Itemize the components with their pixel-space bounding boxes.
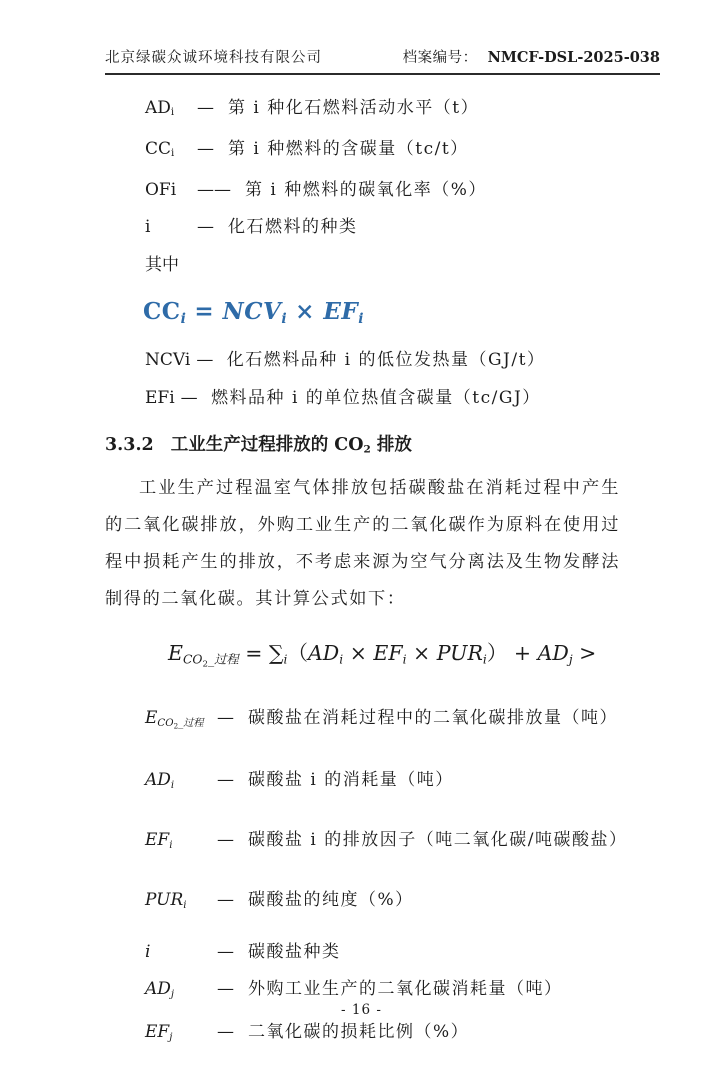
ncv-definitions: [145, 341, 660, 417]
definition-row: [145, 1018, 660, 1052]
doc-number-label: 档案编号：: [402, 50, 478, 66]
definition-row: [145, 209, 660, 246]
definition-desc: 碳酸盐 i 的消耗量（吨）: [248, 770, 454, 791]
definition-desc: 外购工业生产的二氧化碳消耗量（吨）: [248, 978, 563, 999]
definition-symbol: EFi: [145, 830, 173, 852]
company-name: 北京绿碳众诚环境科技有限公司: [105, 50, 322, 66]
definition-symbol: ADi: [145, 770, 175, 792]
definition-dash: —: [217, 978, 234, 999]
definition-dash: —: [197, 139, 214, 160]
definition-symbol: i: [145, 217, 151, 238]
definition-desc: 二氧化碳的损耗比例（%）: [248, 1021, 470, 1042]
section-title: 工业生产过程排放的 CO2 排放: [170, 435, 412, 456]
definition-symbol: OFi: [145, 180, 177, 201]
page-content: [105, 90, 660, 1052]
definition-dash: —: [197, 98, 214, 118]
process-definitions: [145, 704, 660, 1052]
definition-symbol: ADj: [145, 978, 175, 1000]
page-header: [105, 46, 660, 75]
definition-row: [145, 938, 660, 966]
qizhong-label: 其中: [145, 255, 179, 276]
doc-number: NMCF-DSL-2025-038: [487, 49, 660, 66]
definition-desc: 碳酸盐在消耗过程中的二氧化碳排放量（吨）: [248, 708, 618, 729]
formula-cc: CCi = NCVi × EFi: [143, 298, 364, 328]
definition-symbol: CCi: [145, 139, 175, 160]
definition-row: [145, 131, 660, 172]
definition-dash: —: [180, 388, 198, 409]
definition-desc: 化石燃料的种类: [228, 217, 358, 238]
definition-symbol: $ECO_2\_$过程: [145, 708, 204, 731]
definition-row: [145, 172, 660, 209]
definition-symbol: EFj: [145, 1021, 173, 1043]
definition-dash: —: [217, 941, 234, 962]
definition-desc: 第 i 种燃料的碳氧化率（%）: [245, 180, 487, 201]
section-heading: [105, 430, 660, 464]
definition-row: [145, 379, 660, 417]
definition-desc: 碳酸盐 i 的排放因子（吨二氧化碳/吨碳酸盐）: [248, 830, 628, 851]
definition-desc: 碳酸盐种类: [248, 941, 341, 962]
definition-row: [145, 341, 660, 379]
definition-dash: —: [196, 350, 214, 371]
definition-symbol: EFi: [145, 388, 175, 409]
definition-row: [145, 766, 660, 800]
definition-dash: —: [217, 708, 234, 729]
definition-dash: —: [197, 217, 214, 238]
definition-dash: —: [217, 1021, 234, 1042]
doc-number-wrap: [403, 46, 660, 67]
definition-desc: 燃料品种 i 的单位热值含碳量（tc/GJ）: [211, 388, 541, 409]
definition-symbol: i: [145, 941, 151, 962]
definition-symbol: PURi: [145, 890, 187, 911]
definition-row: [145, 704, 660, 740]
document-page: [0, 46, 723, 1070]
definition-desc: 第 i 种化石燃料活动水平（t）: [228, 98, 480, 118]
body-paragraph: 工业生产过程温室气体排放包括碳酸盐在消耗过程中产生的二氧化碳排放，外购工业生产的二氧化碳作为原料在使用过程中损耗产生的排放，不考虑来源为空气分离法及生物发酵法制得的二氧化碳。其计算公式如下：: [105, 477, 620, 609]
definition-desc: 化石燃料品种 i 的低位发热量（GJ/t）: [226, 350, 546, 371]
definition-dash: —: [217, 890, 234, 911]
definition-desc: 碳酸盐的纯度（%）: [248, 890, 414, 911]
definition-symbol: NCVi: [145, 350, 191, 371]
definition-dash: —: [217, 830, 234, 851]
definition-row: [145, 826, 660, 860]
definition-dash: ——: [197, 180, 231, 201]
definition-dash: —: [217, 770, 234, 791]
formula-process: $ECO_2\_$过程 = ∑i（ADi × EFi × PURi） + ADj >: [168, 640, 597, 670]
page-number: - 16 -: [341, 1002, 382, 1018]
section-number: 3.3.2: [105, 435, 154, 456]
definition-desc: 第 i 种燃料的含碳量（tc/t）: [228, 139, 469, 160]
definition-row: [145, 886, 660, 920]
definition-row: [145, 90, 660, 131]
definition-symbol: ADi: [145, 98, 175, 119]
fuel-definitions: [145, 90, 660, 246]
